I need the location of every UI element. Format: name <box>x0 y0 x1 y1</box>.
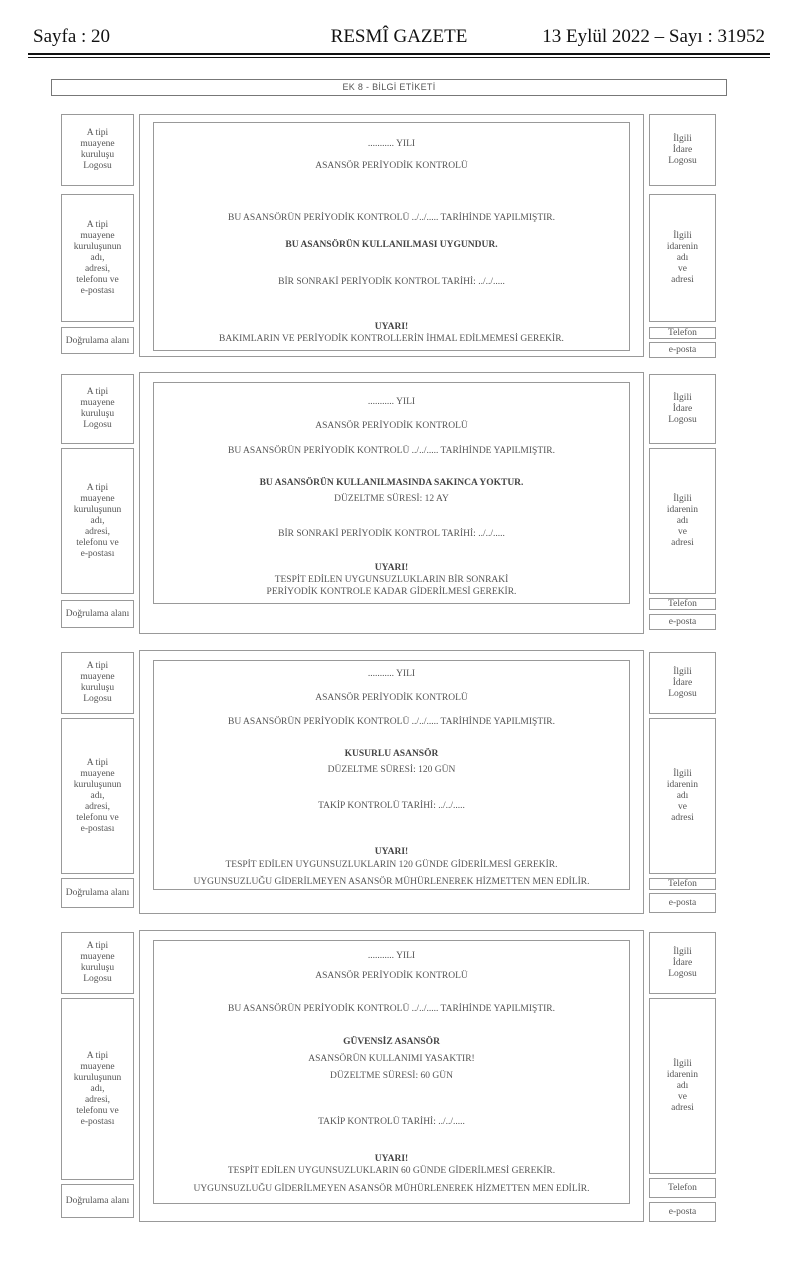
email-field: e-posta <box>649 342 716 358</box>
phone-field: Telefon <box>649 598 716 610</box>
verification-area: Doğrulama alanı <box>61 1184 134 1218</box>
year-line: ........... YILI <box>367 951 416 961</box>
phone-field: Telefon <box>649 878 716 890</box>
inspection-done-line: BU ASANSÖRÜN PERİYODİK KONTROLÜ ../../..... TARİHİNDE YAPILMIŞTIR. <box>228 446 555 456</box>
warning-text-1: BAKIMLARIN VE PERİYODİK KONTROLLERİN İHMAL EDİLMEMESİ GEREKİR. <box>219 334 564 344</box>
gazette-title: RESMÎ GAZETE <box>330 26 468 47</box>
inspection-body-info: A tipi muayene kuruluşunun adı, adresi, telefonu ve e-postası <box>61 448 134 594</box>
status-line: GÜVENSİZ ASANSÖR <box>343 1037 440 1047</box>
warning-text-1: TESPİT EDİLEN UYGUNSUZLUKLARIN 60 GÜNDE GİDERİLMESİ GEREKİR. <box>227 1166 556 1176</box>
admin-logo: İlgili İdare Logosu <box>649 114 716 186</box>
label-card-3 <box>51 648 725 916</box>
follow-up-inspection-line: TAKİP KONTROLÜ TARİHİ: ../../..... <box>318 1117 465 1127</box>
label-inner-frame <box>153 122 630 351</box>
status-line: BU ASANSÖRÜN KULLANILMASI UYGUNDUR. <box>285 240 498 250</box>
admin-logo: İlgili İdare Logosu <box>649 932 716 994</box>
inspection-body-logo: A tipi muayene kuruluşu Logosu <box>61 652 134 714</box>
warning-heading: UYARI! <box>374 322 409 332</box>
admin-logo: İlgili İdare Logosu <box>649 652 716 714</box>
correction-period: DÜZELTME SÜRESİ: 60 GÜN <box>330 1071 453 1081</box>
status-line: KUSURLU ASANSÖR <box>344 749 439 759</box>
label-card-2 <box>51 370 725 636</box>
inspection-body-logo: A tipi muayene kuruluşu Logosu <box>61 114 134 186</box>
inspection-body-info: A tipi muayene kuruluşunun adı, adresi, telefonu ve e-postası <box>61 718 134 874</box>
next-inspection-line: BİR SONRAKİ PERİYODİK KONTROL TARİHİ: ../../..... <box>278 529 505 539</box>
admin-info: İlgili idarenin adı ve adresi <box>649 194 716 322</box>
warning-text-1: TESPİT EDİLEN UYGUNSUZLUKLARIN BİR SONRAKİ <box>274 575 509 585</box>
phone-field: Telefon <box>649 1178 716 1198</box>
admin-logo: İlgili İdare Logosu <box>649 374 716 444</box>
email-field: e-posta <box>649 893 716 913</box>
page-number: Sayfa : 20 <box>33 26 111 47</box>
warning-text-2: PERİYODİK KONTROLE KADAR GİDERİLMESİ GEREKİR. <box>266 587 517 597</box>
warning-text-1: TESPİT EDİLEN UYGUNSUZLUKLARIN 120 GÜNDE GİDERİLMESİ GEREKİR. <box>225 860 558 870</box>
correction-period: DÜZELTME SÜRESİ: 120 GÜN <box>327 765 456 775</box>
usage-ban-line: ASANSÖRÜN KULLANIMI YASAKTIR! <box>308 1054 475 1064</box>
next-inspection-line: BİR SONRAKİ PERİYODİK KONTROL TARİHİ: ../../..... <box>278 277 505 287</box>
phone-field: Telefon <box>649 327 716 339</box>
label-title: ASANSÖR PERİYODİK KONTROLÜ <box>315 971 468 981</box>
warning-text-2: UYGUNSUZLUĞU GİDERİLMEYEN ASANSÖR MÜHÜRLENEREK HİZMETTEN MEN EDİLİR. <box>193 1184 590 1194</box>
inspection-done-line: BU ASANSÖRÜN PERİYODİK KONTROLÜ ../../..... TARİHİNDE YAPILMIŞTIR. <box>228 213 555 223</box>
verification-area: Doğrulama alanı <box>61 878 134 908</box>
year-line: ........... YILI <box>367 397 416 407</box>
admin-info: İlgili idarenin adı ve adresi <box>649 448 716 594</box>
year-line: ........... YILI <box>367 669 416 679</box>
email-field: e-posta <box>649 614 716 630</box>
label-inner-frame <box>153 660 630 890</box>
correction-period: DÜZELTME SÜRESİ: 12 AY <box>334 494 449 504</box>
label-title: ASANSÖR PERİYODİK KONTROLÜ <box>315 421 468 431</box>
warning-heading: UYARI! <box>374 1154 409 1164</box>
label-title: ASANSÖR PERİYODİK KONTROLÜ <box>315 693 468 703</box>
header-rule-thin <box>28 57 770 58</box>
email-field: e-posta <box>649 1202 716 1222</box>
inspection-done-line: BU ASANSÖRÜN PERİYODİK KONTROLÜ ../../..... TARİHİNDE YAPILMIŞTIR. <box>228 717 555 727</box>
inspection-body-logo: A tipi muayene kuruluşu Logosu <box>61 932 134 994</box>
status-line: BU ASANSÖRÜN KULLANILMASINDA SAKINCA YOKTUR. <box>259 478 524 488</box>
inspection-body-logo: A tipi muayene kuruluşu Logosu <box>61 374 134 444</box>
label-title: ASANSÖR PERİYODİK KONTROLÜ <box>315 161 468 171</box>
verification-area: Doğrulama alanı <box>61 327 134 354</box>
inspection-body-info: A tipi muayene kuruluşunun adı, adresi, telefonu ve e-postası <box>61 194 134 322</box>
label-inner-frame <box>153 382 630 604</box>
admin-info: İlgili idarenin adı ve adresi <box>649 718 716 874</box>
label-inner-frame <box>153 940 630 1204</box>
inspection-done-line: BU ASANSÖRÜN PERİYODİK KONTROLÜ ../../..... TARİHİNDE YAPILMIŞTIR. <box>228 1004 555 1014</box>
admin-info: İlgili idarenin adı ve adresi <box>649 998 716 1174</box>
warning-text-2: UYGUNSUZLUĞU GİDERİLMEYEN ASANSÖR MÜHÜRLENEREK HİZMETTEN MEN EDİLİR. <box>193 877 590 887</box>
label-card-4 <box>51 928 725 1224</box>
header-rule <box>28 53 770 55</box>
warning-heading: UYARI! <box>374 563 409 573</box>
label-card-1 <box>51 112 725 358</box>
issue-date: 13 Eylül 2022 – Sayı : 31952 <box>542 26 765 47</box>
verification-area: Doğrulama alanı <box>61 600 134 628</box>
annex-title: EK 8 - BİLGİ ETİKETİ <box>51 79 727 96</box>
follow-up-inspection-line: TAKİP KONTROLÜ TARİHİ: ../../..... <box>318 801 465 811</box>
warning-heading: UYARI! <box>374 847 409 857</box>
year-line: ........... YILI <box>367 139 416 149</box>
inspection-body-info: A tipi muayene kuruluşunun adı, adresi, telefonu ve e-postası <box>61 998 134 1180</box>
